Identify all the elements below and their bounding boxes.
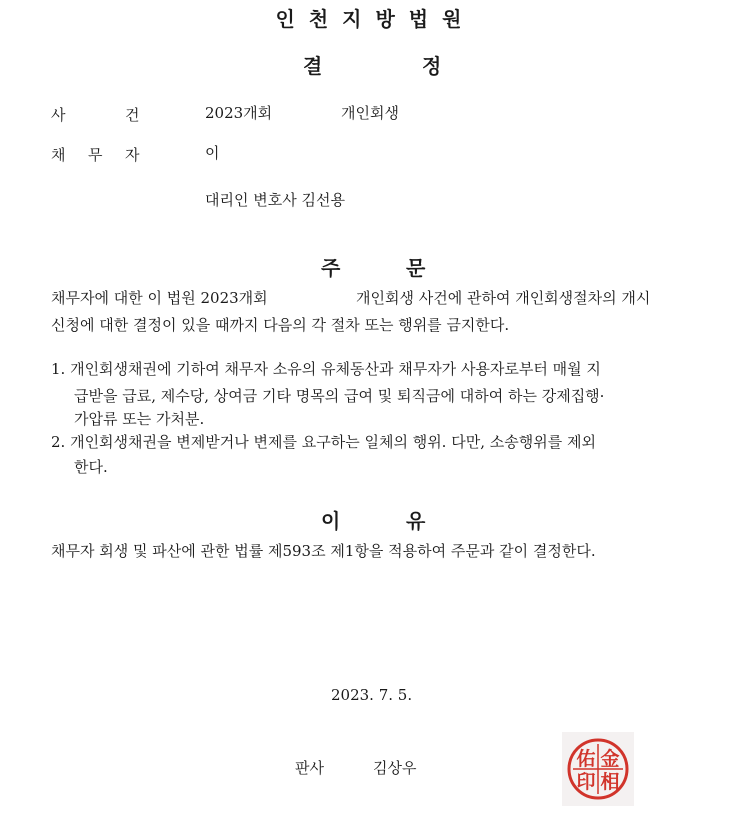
- decision-date: 2023. 7. 5.: [331, 686, 413, 704]
- debtor-label-char-1: 채: [51, 146, 66, 164]
- judge-label: 판사: [295, 759, 324, 777]
- seal-char-2: 相: [600, 771, 620, 793]
- case-name: 개인회생: [341, 104, 399, 122]
- order-intro-part-2: 개인회생 사건에 관하여 개인회생절차의 개시: [356, 289, 651, 307]
- order-item-1-line-1: 1. 개인회생채권에 기하여 채무자 소유의 유체동산과 채무자가 사용자로부터 매월 지: [51, 360, 601, 378]
- reason-text: 채무자 회생 및 파산에 관한 법률 제593조 제1항을 적용하여 주문과 같이 결정한다.: [51, 542, 596, 560]
- case-number: 2023개회: [205, 104, 273, 122]
- seal-char-3: 佑: [576, 748, 596, 770]
- judge-name: 김상우: [373, 759, 417, 777]
- debtor-label-char-3: 자: [125, 146, 140, 164]
- case-label-char-1: 사: [51, 106, 66, 124]
- debtor-label-char-2: 무: [88, 146, 103, 164]
- order-heading-char-1: 주: [321, 256, 341, 280]
- case-label-char-2: 건: [125, 106, 140, 124]
- order-heading-char-2: 문: [406, 256, 426, 280]
- reason-heading-char-1: 이: [321, 509, 341, 533]
- debtor-agent: 대리인 변호사 김선용: [205, 191, 345, 209]
- order-intro-part-1: 채무자에 대한 이 법원 2023개회: [51, 289, 268, 307]
- seal-char-1: 金: [600, 748, 620, 770]
- debtor-name: 이: [205, 144, 220, 162]
- order-item-1-line-3: 가압류 또는 가처분.: [74, 410, 205, 428]
- order-item-2-line-1: 2. 개인회생채권을 변제받거나 변제를 요구하는 일체의 행위. 다만, 소송행위를 제외: [51, 433, 596, 451]
- judge-seal-stamp: [562, 732, 634, 806]
- order-item-1-line-2: 급받을 급료, 제수당, 상여금 기타 명목의 급여 및 퇴직금에 대하여 하는 강제집행·: [74, 387, 605, 405]
- order-intro-line-2: 신청에 대한 결정이 있을 때까지 다음의 각 절차 또는 행위를 금지한다.: [51, 316, 510, 334]
- doc-type-char-2: 정: [422, 54, 442, 78]
- seal-char-4: 印: [576, 771, 596, 793]
- order-item-2-line-2: 한다.: [74, 458, 108, 476]
- court-title: 인천지방법원: [275, 7, 476, 31]
- doc-type-char-1: 결: [303, 54, 323, 78]
- reason-heading-char-2: 유: [406, 509, 426, 533]
